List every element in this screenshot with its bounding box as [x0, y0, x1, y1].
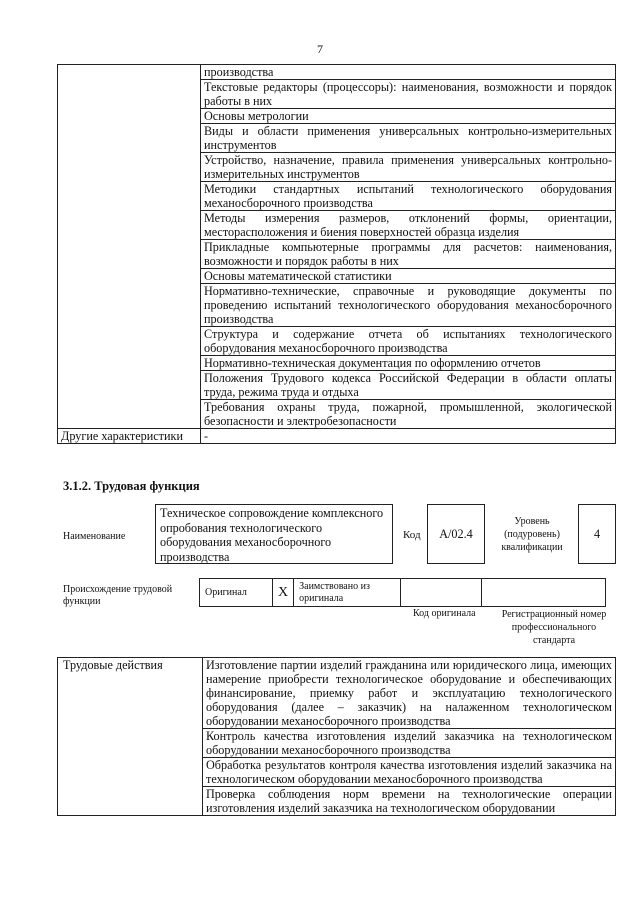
borrowed-label: Заимствовано из оригинала: [294, 579, 401, 607]
knowledge-row: [58, 109, 616, 124]
knowledge-row: [58, 80, 616, 109]
knowledge-item: Методики стандартных испытаний технологического оборудования механосборочного производства: [201, 182, 616, 211]
knowledge-item: Устройство, назначение, правила применения универсальных контрольно-измерительных инструментов: [201, 153, 616, 182]
knowledge-row: [58, 400, 616, 429]
original-label: Оригинал: [200, 579, 273, 607]
other-characteristics-row: [58, 429, 616, 444]
knowledge-left-cell: [58, 124, 201, 153]
knowledge-item: Структура и содержание отчета об испытаниях технологического оборудования механосборочного производства: [201, 327, 616, 356]
origin-label: Происхождение трудовой функции: [63, 584, 173, 607]
knowledge-item: производства: [201, 65, 616, 80]
knowledge-item: Прикладные компьютерные программы для расчетов: наименования, возможности и порядок работы в них: [201, 240, 616, 269]
knowledge-row: [58, 124, 616, 153]
knowledge-table: [57, 64, 616, 444]
labor-action-item: Изготовление партии изделий гражданина или юридического лица, имеющих намерение приобрести технологическое оборудование и обеспечивающих финансирование, приемку работ и эксплуатацию технологического оборудования (далее – заказчик) на налаженном технологическом оборудовании механосборочного производства: [203, 658, 616, 729]
labor-action-row: [58, 658, 616, 729]
knowledge-left-cell: [58, 153, 201, 182]
labor-action-item: Обработка результатов контроля качества изготовления изделий заказчика на технологическом оборудовании механосборочного производства: [203, 758, 616, 787]
knowledge-row: [58, 284, 616, 327]
knowledge-left-cell: [58, 284, 201, 327]
knowledge-left-cell: [58, 327, 201, 356]
knowledge-left-cell: [58, 182, 201, 211]
knowledge-row: [58, 153, 616, 182]
knowledge-row: [58, 182, 616, 211]
original-code-cell: [401, 579, 482, 607]
knowledge-item: Методы измерения размеров, отклонений формы, ориентации, месторасположения и биения поверхностей образца изделия: [201, 211, 616, 240]
knowledge-left-cell: [58, 65, 201, 80]
knowledge-left-cell: [58, 269, 201, 284]
knowledge-row: [58, 65, 616, 80]
origin-table: [199, 578, 606, 607]
knowledge-item: Положения Трудового кодекса Российской Федерации в области оплаты труда, режима труда и отдыха: [201, 371, 616, 400]
knowledge-left-cell: [58, 211, 201, 240]
knowledge-row: [58, 327, 616, 356]
knowledge-item: Виды и области применения универсальных контрольно-измерительных инструментов: [201, 124, 616, 153]
knowledge-row: [58, 371, 616, 400]
knowledge-item: Текстовые редакторы (процессоры): наименования, возможности и порядок работы в них: [201, 80, 616, 109]
knowledge-item: Требования охраны труда, пожарной, промышленной, экологической безопасности и электробезопасности: [201, 400, 616, 429]
knowledge-row: [58, 356, 616, 371]
knowledge-left-cell: [58, 356, 201, 371]
labor-actions-label: Трудовые действия: [58, 658, 203, 816]
level-value-box: 4: [578, 504, 616, 564]
level-label: Уровень (подуровень) квалификации: [501, 516, 563, 553]
original-code-caption: Код оригинала: [413, 608, 476, 619]
reg-number-cell: [482, 579, 606, 607]
original-mark: X: [273, 579, 294, 607]
labor-action-item: Проверка соблюдения норм времени на технологические операции изготовления изделий заказчика на технологическом оборудовании: [203, 787, 616, 816]
knowledge-item: Нормативно-техническая документация по оформлению отчетов: [201, 356, 616, 371]
function-name-box: Техническое сопровождение комплексного опробования технологического оборудования механосборочного производства: [155, 504, 393, 564]
knowledge-left-cell: [58, 400, 201, 429]
knowledge-item: Основы метрологии: [201, 109, 616, 124]
knowledge-left-cell: [58, 80, 201, 109]
knowledge-left-cell: [58, 371, 201, 400]
knowledge-left-cell: [58, 240, 201, 269]
name-label: Наименование: [63, 531, 126, 542]
knowledge-row: [58, 269, 616, 284]
other-characteristics-label: Другие характеристики: [58, 429, 201, 444]
labor-action-item: Контроль качества изготовления изделий заказчика на технологическом оборудовании механосборочного производства: [203, 729, 616, 758]
knowledge-row: [58, 211, 616, 240]
page-number: 7: [317, 42, 323, 56]
knowledge-item: Основы математической статистики: [201, 269, 616, 284]
knowledge-item: Нормативно-технические, справочные и руководящие документы по проведению испытаний технологического оборудования механосборочного производства: [201, 284, 616, 327]
reg-number-caption: Регистрационный номер профессионального стандарта: [501, 609, 607, 646]
other-characteristics-value: -: [201, 429, 616, 444]
function-code-box: A/02.4: [427, 504, 485, 564]
labor-actions-table: [57, 657, 616, 816]
section-title: 3.1.2. Трудовая функция: [63, 479, 200, 493]
knowledge-row: [58, 240, 616, 269]
knowledge-left-cell: [58, 109, 201, 124]
code-label: Код: [403, 529, 421, 541]
